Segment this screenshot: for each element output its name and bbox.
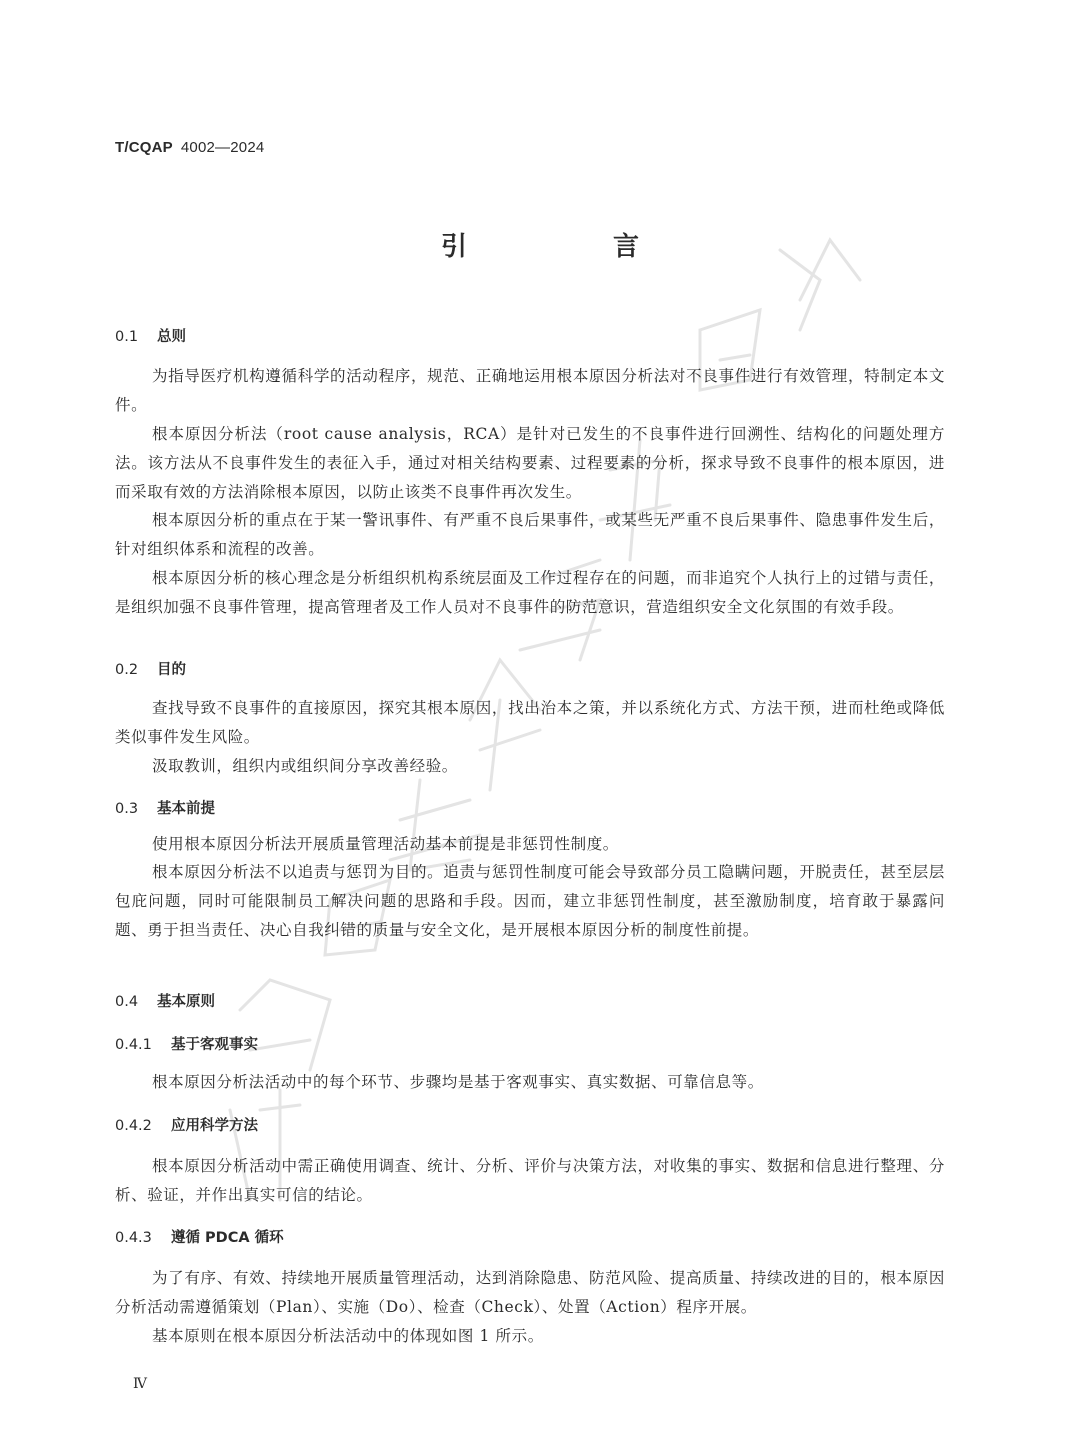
document-code (115, 139, 264, 156)
section-title: 应用科学方法 (171, 1118, 258, 1134)
section-heading-0-4-2 (115, 1114, 258, 1135)
paragraph: 根本原因分析的重点在于某一警讯事件、有严重不良后果事件，或某些无严重不良后果事件、隐患事件发生后，针对组织体系和流程的改善。 (115, 511, 945, 558)
section-title: 基本前提 (157, 801, 215, 817)
section-number: 0.2 (115, 662, 139, 678)
section-heading-0-4-3 (115, 1226, 284, 1247)
section-title: 目的 (157, 662, 186, 678)
paragraph: 为了有序、有效、持续地开展质量管理活动，达到消除隐患、防范风险、提高质量、持续改进的目的，根本原因分析活动需遵循策划（Plan）、实施（Do）、检查（Check）、处置（Action）程序开展。 (115, 1269, 945, 1316)
section-title: 基本原则 (157, 994, 215, 1010)
section-heading-0-2 (115, 658, 186, 679)
standard-prefix: T/CQAP (115, 139, 173, 156)
paragraph: 基本原则在根本原因分析法活动中的体现如图 1 所示。 (152, 1327, 544, 1345)
paragraph: 为指导医疗机构遵循科学的活动程序，规范、正确地运用根本原因分析法对不良事件进行有效管理，特制定本文件。 (115, 367, 945, 414)
section-title: 遵循 PDCA 循环 (171, 1230, 284, 1246)
section-title: 总则 (157, 329, 186, 345)
page-title: 引 言 (440, 232, 699, 262)
section-heading-0-4-1 (115, 1033, 258, 1054)
section-number: 0.4.2 (115, 1118, 152, 1134)
paragraph: 根本原因分析法（root cause analysis，RCA）是针对已发生的不良事件进行回溯性、结构化的问题处理方法。该方法从不良事件发生的表征入手，通过对相关结构要素、过程要素的分析，探求导致不良事件的根本原因，进而采取有效的方法消除根本原因，以防止该类不良事件再次发生。 (115, 425, 945, 501)
section-title: 基于客观事实 (171, 1037, 258, 1053)
paragraph: 根本原因分析的核心理念是分析组织机构系统层面及工作过程存在的问题，而非追究个人执行上的过错与责任，是组织加强不良事件管理，提高管理者及工作人员对不良事件的防范意识，营造组织安全文化氛围的有效手段。 (115, 569, 945, 616)
section-number: 0.4 (115, 994, 139, 1010)
section-heading-0-3 (115, 797, 215, 818)
section-number: 0.3 (115, 801, 139, 817)
standard-number: 4002—2024 (180, 139, 265, 156)
paragraph: 根本原因分析活动中需正确使用调查、统计、分析、评价与决策方法，对收集的事实、数据和信息进行整理、分析、验证，并作出真实可信的结论。 (115, 1157, 945, 1204)
section-number: 0.4.1 (115, 1037, 152, 1053)
paragraph: 查找导致不良事件的直接原因，探究其根本原因，找出治本之策，并以系统化方式、方法干预，进而杜绝或降低类似事件发生风险。 (115, 699, 945, 746)
paragraph: 根本原因分析法活动中的每个环节、步骤均是基于客观事实、真实数据、可靠信息等。 (152, 1073, 764, 1091)
section-heading-0-4 (115, 990, 215, 1011)
paragraph: 汲取教训，组织内或组织间分享改善经验。 (152, 757, 458, 775)
paragraph: 使用根本原因分析法开展质量管理活动基本前提是非惩罚性制度。 (152, 835, 619, 853)
section-heading-0-1 (115, 325, 186, 346)
section-number: 0.4.3 (115, 1230, 152, 1246)
section-number: 0.1 (115, 329, 139, 345)
page-number: Ⅳ (133, 1376, 147, 1392)
paragraph: 根本原因分析法不以追责与惩罚为目的。追责与惩罚性制度可能会导致部分员工隐瞒问题，开脱责任，甚至层层包庇问题，同时可能限制员工解决问题的思路和手段。因而，建立非惩罚性制度，甚至激励制度，培育敢于暴露问题、勇于担当责任、决心自我纠错的质量与安全文化，是开展根本原因分析的制度性前提。 (115, 863, 945, 939)
